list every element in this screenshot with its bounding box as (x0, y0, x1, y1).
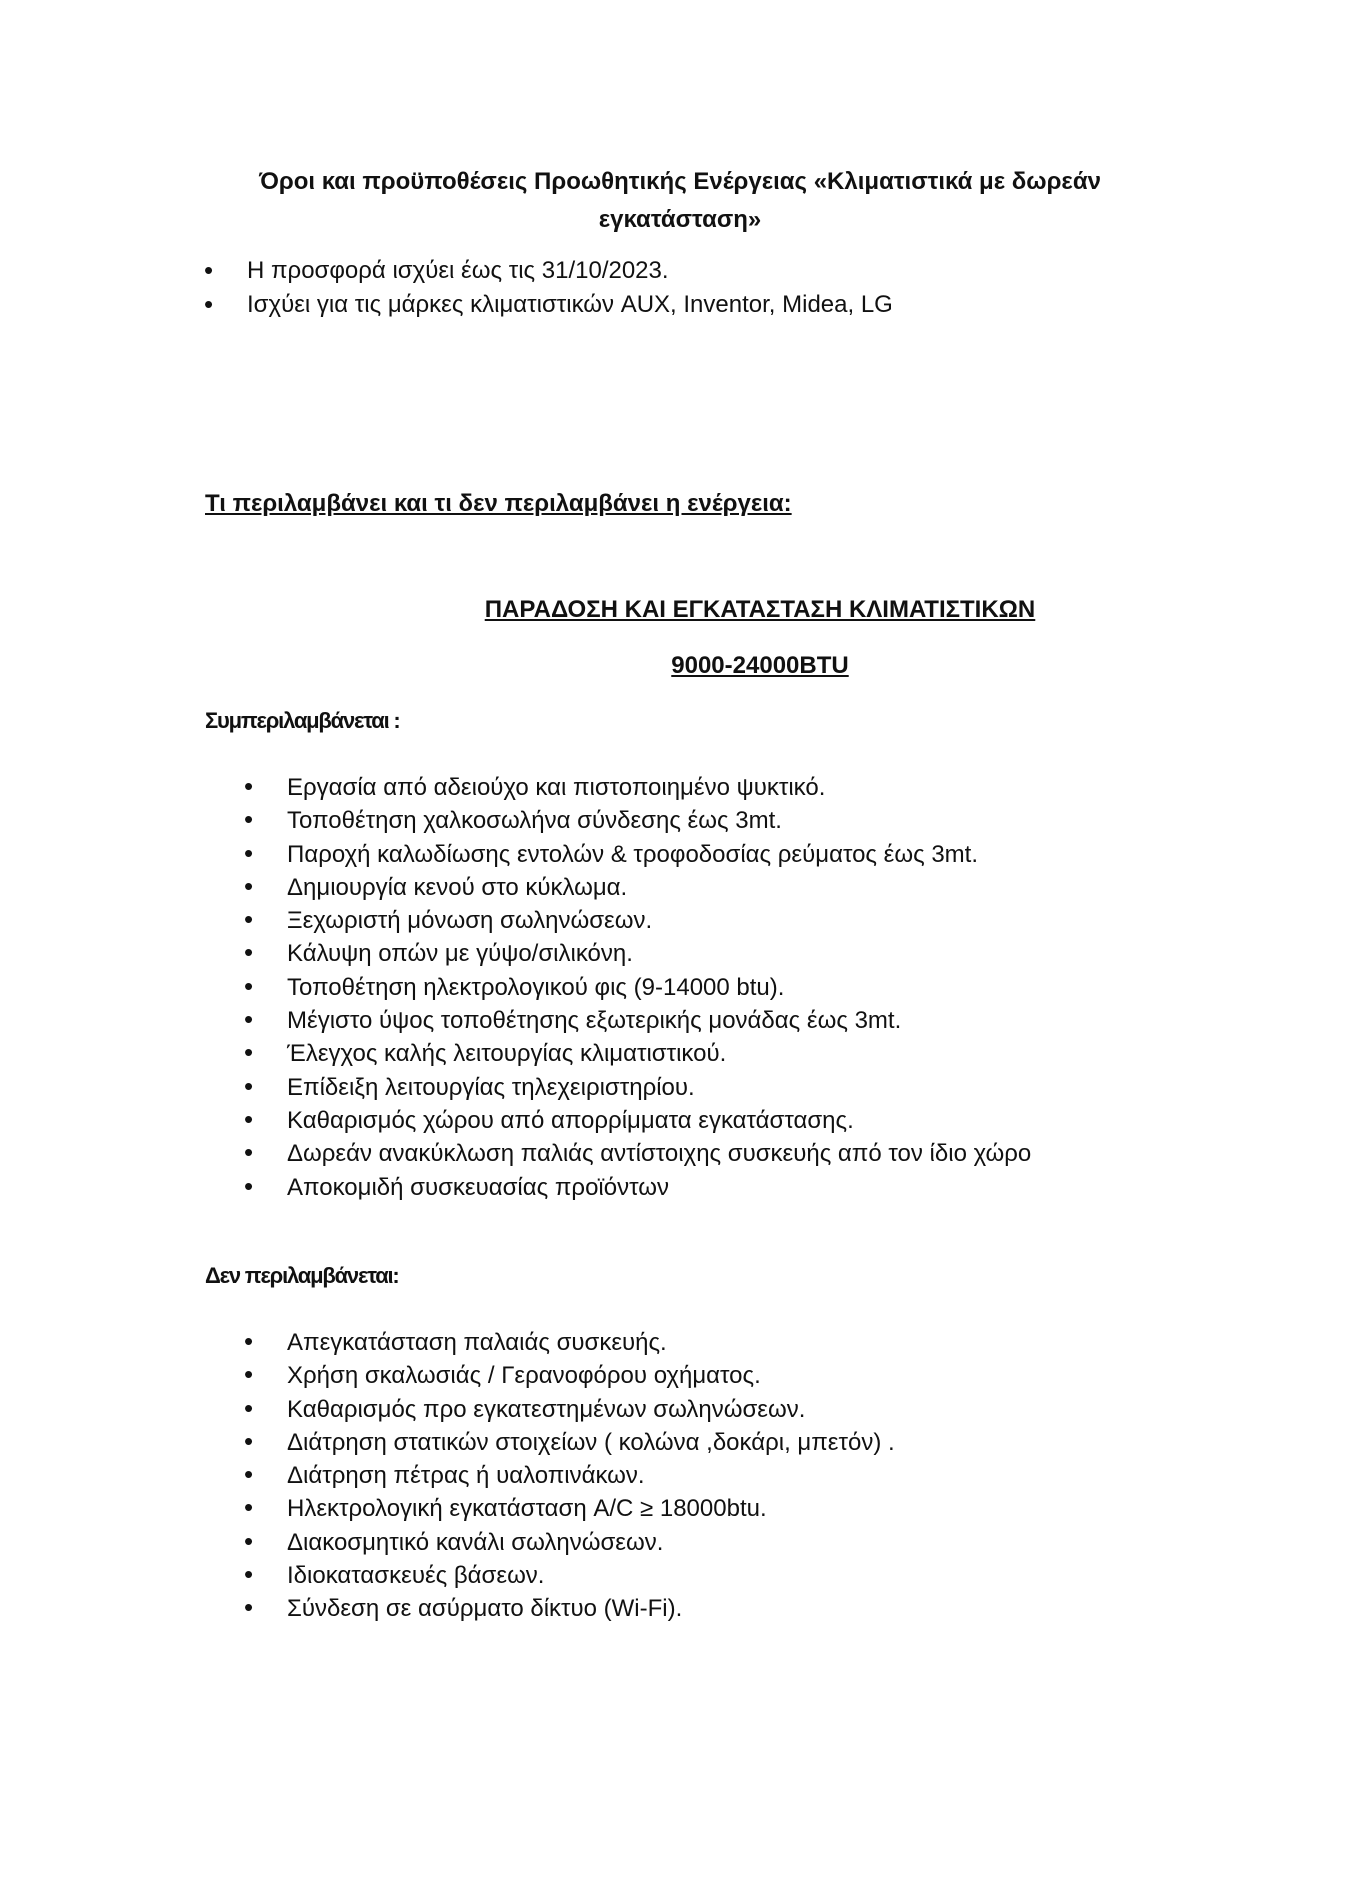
list-item: • Διακοσμητικό κανάλι σωληνώσεων. (287, 1526, 895, 1559)
excluded-list (287, 1326, 895, 1626)
list-item: • Απεγκατάσταση παλαιάς συσκευής. (287, 1326, 895, 1359)
list-item: • Χρήση σκαλωσιάς / Γερανοφόρου οχήματος. (287, 1359, 895, 1392)
section-heading: Τι περιλαμβάνει και τι δεν περιλαμβάνει η ενέργεια: (205, 490, 792, 517)
excluded-label: Δεν περιλαμβάνεται: (205, 1263, 399, 1288)
list-item: • Ισχύει για τις μάρκες κλιματιστικών AUX, Inventor, Midea, LG (247, 288, 893, 322)
list-item: • Η προσφορά ισχύει έως τις 31/10/2023. (247, 254, 893, 288)
intro-list (247, 254, 893, 322)
delivery-heading: ΠΑΡΑΔΟΣΗ ΚΑΙ ΕΓΚΑΤΑΣΤΑΣΗ ΚΛΙΜΑΤΙΣΤΙΚΩΝ (484, 596, 1036, 623)
list-item: • Τοποθέτηση χαλκοσωλήνα σύνδεσης έως 3mt. (287, 804, 1031, 837)
list-item: • Επίδειξη λειτουργίας τηλεχειριστηρίου. (287, 1071, 1031, 1104)
list-item: • Καθαρισμός χώρου από απορρίμματα εγκατάστασης. (287, 1104, 1031, 1137)
included-label: Συμπεριλαμβάνεται : (205, 708, 400, 733)
list-item: • Έλεγχος καλής λειτουργίας κλιματιστικού. (287, 1037, 1031, 1070)
list-item: • Σύνδεση σε ασύρματο δίκτυο (Wi-Fi). (287, 1592, 895, 1625)
list-item: • Δωρεάν ανακύκλωση παλιάς αντίστοιχης συσκευής από τον ίδιο χώρο (287, 1137, 1031, 1170)
list-item: • Ξεχωριστή μόνωση σωληνώσεων. (287, 904, 1031, 937)
list-item: • Παροχή καλωδίωσης εντολών & τροφοδοσίας ρεύματος έως 3mt. (287, 838, 1031, 871)
list-item: • Κάλυψη οπών με γύψο/σιλικόνη. (287, 937, 1031, 970)
list-item: • Τοποθέτηση ηλεκτρολογικού φις (9-14000 btu). (287, 971, 1031, 1004)
list-item: • Διάτρηση πέτρας ή υαλοπινάκων. (287, 1459, 895, 1492)
btu-heading: 9000-24000BTU (671, 652, 849, 679)
list-item: • Διάτρηση στατικών στοιχείων ( κολώνα ,δοκάρι, μπετόν) . (287, 1426, 895, 1459)
document-title: Όροι και προϋποθέσεις Προωθητικής Ενέργειας «Κλιματιστικά με δωρεάν εγκατάσταση» (259, 168, 1101, 233)
list-item: • Μέγιστο ύψος τοποθέτησης εξωτερικής μονάδας έως 3mt. (287, 1004, 1031, 1037)
list-item: • Αποκομιδή συσκευασίας προϊόντων (287, 1171, 1031, 1204)
list-item: • Εργασία από αδειούχο και πιστοποιημένο ψυκτικό. (287, 771, 1031, 804)
list-item: • Ηλεκτρολογική εγκατάσταση A/C ≥ 18000btu. (287, 1492, 895, 1525)
included-list (287, 771, 1031, 1204)
list-item: • Καθαρισμός προ εγκατεστημένων σωληνώσεων. (287, 1393, 895, 1426)
list-item: • Δημιουργία κενού στο κύκλωμα. (287, 871, 1031, 904)
list-item: • Ιδιοκατασκευές βάσεων. (287, 1559, 895, 1592)
